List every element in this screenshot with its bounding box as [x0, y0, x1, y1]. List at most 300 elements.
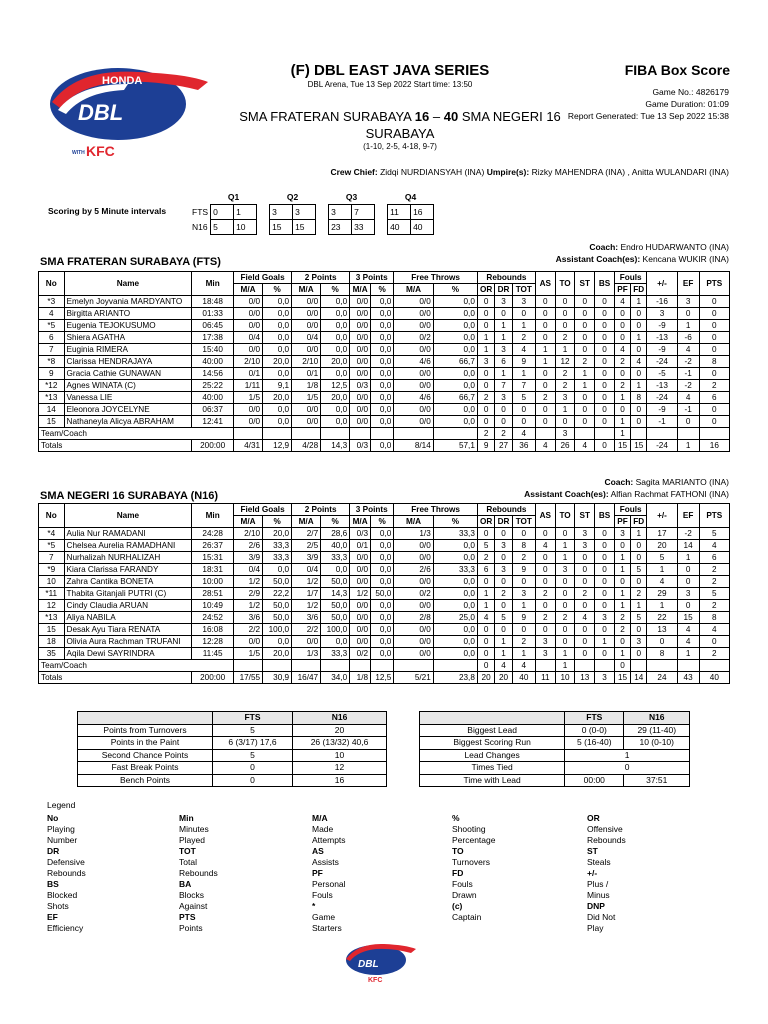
stat-cell: 0	[477, 308, 494, 320]
stat-cell: 0	[699, 416, 729, 428]
stat-cell: 15	[614, 440, 630, 452]
n16-value: 37:51	[624, 774, 690, 787]
stat-cell: 4	[631, 356, 647, 368]
stat-cell: 12:41	[192, 416, 234, 428]
home-team: SMA FRATERAN SURABAYA	[239, 109, 412, 124]
stat-cell: 0,0	[371, 564, 394, 576]
stat-cell: 4	[647, 576, 677, 588]
stat-cell: 0,0	[371, 576, 394, 588]
stat-cell: 33,3	[263, 552, 292, 564]
stat-cell: 2	[555, 612, 575, 624]
stat-cell: 0	[631, 648, 647, 660]
legend-desc: Minutes Played	[179, 824, 209, 845]
stat-cell: 0	[595, 404, 615, 416]
subcol-ma: M/A	[350, 516, 371, 528]
stat-cell: 4	[575, 440, 595, 452]
stat-cell: 1	[631, 600, 647, 612]
stat-cell: 13	[575, 672, 595, 684]
stat-cell: -9	[647, 344, 677, 356]
stat-cell	[263, 660, 292, 672]
legend-abbr: +/-	[587, 868, 598, 878]
stat-cell: *4	[39, 528, 65, 540]
stat-cell: 20	[647, 540, 677, 552]
stat-cell: 0	[477, 576, 494, 588]
interval-value: 33	[352, 220, 375, 235]
stat-cell: 0	[555, 636, 575, 648]
stat-cell: 0,0	[371, 320, 394, 332]
stat-cell: -24	[647, 440, 677, 452]
stat-cell: -1	[677, 404, 699, 416]
stat-cell: 0,0	[433, 404, 477, 416]
stat-cell: 3	[595, 612, 615, 624]
legend-item	[179, 879, 218, 912]
stat-cell: 0	[495, 528, 512, 540]
legend-desc: Turnovers	[452, 857, 490, 867]
stat-cell: 0,0	[263, 308, 292, 320]
comparison-row	[78, 724, 690, 737]
stat-cell: 0	[535, 320, 555, 332]
player-name: Eleonora JOYCELYNE	[64, 404, 192, 416]
team-coach-label: Team/Coach	[39, 660, 234, 672]
stat-cell: 4	[477, 612, 494, 624]
stat-cell: 50,0	[371, 588, 394, 600]
stat-cell: 2/8	[394, 612, 433, 624]
legend-item	[47, 846, 86, 879]
footer-logo	[338, 940, 428, 985]
legend-item	[587, 901, 626, 934]
stat-cell: 0/0	[350, 636, 371, 648]
stat-cell: 0	[631, 320, 647, 332]
stat-cell: 40:00	[192, 392, 234, 404]
team-coach-row	[39, 660, 730, 672]
stat-cell: 5	[495, 612, 512, 624]
legend-desc: Efficiency	[47, 923, 84, 933]
stat-cell: 24:28	[192, 528, 234, 540]
interval-value: 40	[388, 220, 411, 235]
stat-cell: 2	[614, 612, 630, 624]
stat-cell: 0,0	[371, 404, 394, 416]
stat-cell: 2	[495, 588, 512, 600]
legend-desc: Did Not Play	[587, 912, 616, 933]
col-free-throws: Free Throws	[394, 272, 478, 284]
legend-item	[179, 912, 218, 934]
away-team: SMA NEGERI 16 SURABAYA	[365, 109, 561, 141]
stat-cell: 2/6	[234, 540, 263, 552]
stat-cell: 1	[614, 552, 630, 564]
team1-boxscore-table	[38, 271, 730, 452]
stat-cell: 33,3	[263, 540, 292, 552]
player-row	[39, 296, 730, 308]
stat-cell: 0	[555, 576, 575, 588]
stat-cell: 0	[595, 528, 615, 540]
legend-abbr: BS	[47, 879, 59, 889]
legend-abbr: TO	[452, 846, 464, 856]
stat-cell: 16:08	[192, 624, 234, 636]
fts-value: 5	[213, 749, 293, 762]
stat-cell: 0	[595, 540, 615, 552]
player-row	[39, 344, 730, 356]
stat-cell: 4	[575, 612, 595, 624]
stat-cell: 1/11	[234, 380, 263, 392]
stat-cell: 33,3	[433, 564, 477, 576]
stat-cell: 2/5	[292, 540, 321, 552]
stat-cell: 200:00	[192, 672, 234, 684]
stat-cell: 0	[699, 320, 729, 332]
subcol-pct: %	[263, 516, 292, 528]
legend-desc: Offensive Rebounds	[587, 824, 626, 845]
stat-cell: 29	[647, 588, 677, 600]
stat-cell: 0/0	[350, 320, 371, 332]
player-row	[39, 380, 730, 392]
col-st: ST	[575, 272, 595, 296]
stat-cell	[535, 428, 555, 440]
stat-cell: 1	[631, 380, 647, 392]
matchup	[230, 108, 570, 142]
stat-cell: 0/4	[234, 564, 263, 576]
legend-item	[452, 901, 495, 923]
stat-cell: 0,0	[371, 380, 394, 392]
stat-cell: 0/0	[292, 344, 321, 356]
stat-cell: 0,0	[371, 552, 394, 564]
stat-cell: 10:00	[192, 576, 234, 588]
totals-row	[39, 440, 730, 452]
stat-cell: 0	[631, 576, 647, 588]
stat-cell: 0	[595, 600, 615, 612]
legend-title: Legend	[47, 800, 76, 810]
stat-cell: 2	[631, 588, 647, 600]
stat-cell: 8	[699, 356, 729, 368]
col-to: TO	[555, 504, 575, 528]
stat-cell: 0	[631, 368, 647, 380]
stat-cell: 22,2	[263, 588, 292, 600]
stat-cell: 1/2	[234, 600, 263, 612]
stat-cell	[631, 428, 647, 440]
legend-desc: Plus / Minus	[587, 879, 610, 900]
fts-value: 5	[213, 724, 293, 737]
player-name: Desak Ayu Tiara RENATA	[64, 624, 192, 636]
stat-cell: 2	[699, 576, 729, 588]
stat-cell: 0	[495, 552, 512, 564]
stat-cell: 2	[535, 612, 555, 624]
stat-cell: 14	[631, 672, 647, 684]
stat-cell: 0	[477, 404, 494, 416]
stat-cell: 0	[595, 356, 615, 368]
stat-cell: 4/6	[394, 392, 433, 404]
stat-cell: *8	[39, 356, 65, 368]
legend-desc: Made Attempts	[312, 824, 346, 845]
stat-cell: -24	[647, 356, 677, 368]
stat-cell: 2/10	[234, 528, 263, 540]
stat-cell: 0,0	[371, 636, 394, 648]
stat-cell: 2	[512, 636, 535, 648]
stat-cell: 2/2	[234, 624, 263, 636]
stat-cell	[371, 660, 394, 672]
col-min: Min	[192, 272, 234, 296]
competition-title: (F) DBL EAST JAVA SERIES	[290, 62, 490, 79]
stat-cell: 0/0	[350, 564, 371, 576]
col-field-goals: Field Goals	[234, 272, 292, 284]
stat-cell: 1	[595, 636, 615, 648]
totals-label: Totals	[39, 672, 192, 684]
subcol-ma: M/A	[234, 284, 263, 296]
stat-cell: 0,0	[433, 588, 477, 600]
umpires-label: Umpire(s):	[486, 167, 530, 177]
stat-cell: 5	[647, 552, 677, 564]
stat-cell: -2	[677, 356, 699, 368]
stat-cell: 0/1	[292, 368, 321, 380]
stat-cell	[292, 428, 321, 440]
legend-item	[312, 813, 346, 846]
legend-abbr: AS	[312, 846, 324, 856]
stat-cell: 0,0	[371, 612, 394, 624]
stat-cell: 0/0	[394, 416, 433, 428]
stat-cell: 0	[595, 440, 615, 452]
stat-cell: 0	[495, 416, 512, 428]
player-name: Eugenia TEJOKUSUMO	[64, 320, 192, 332]
stat-cell: 0,0	[321, 332, 350, 344]
comparison-row	[78, 762, 690, 775]
stat-cell: 0/0	[234, 416, 263, 428]
stat-cell: 3/9	[234, 552, 263, 564]
stat-cell: 2	[555, 368, 575, 380]
stat-cell: 1	[555, 404, 575, 416]
stat-cell: 0	[555, 588, 575, 600]
stat-cell: -9	[647, 320, 677, 332]
stat-cell: 0,0	[321, 308, 350, 320]
stat-cell: 0	[575, 392, 595, 404]
player-name: Nurhalizah NURHALIZAH	[64, 552, 192, 564]
legend-desc: Personal Fouls	[312, 879, 346, 900]
col-rebounds: Rebounds	[477, 504, 535, 516]
legend-item	[47, 879, 86, 912]
legend-item	[587, 846, 626, 868]
stat-cell: 20	[495, 672, 512, 684]
player-row	[39, 540, 730, 552]
q3-header: Q3	[345, 192, 358, 202]
stat-cell: 0	[555, 320, 575, 332]
n16-value: 10	[292, 749, 386, 762]
stat-cell: 0	[614, 660, 630, 672]
player-name: Olivia Aura Rachman TRUFANI	[64, 636, 192, 648]
stat-cell: 0/0	[394, 540, 433, 552]
n16-value: 16	[292, 774, 386, 787]
stat-cell: -13	[647, 380, 677, 392]
player-name: Birgitta ARIANTO	[64, 308, 192, 320]
stat-cell: 20,0	[263, 392, 292, 404]
stat-label: Points from Turnovers	[78, 724, 213, 737]
logo-product: DBL	[78, 100, 124, 125]
legend-abbr: BA	[179, 879, 192, 889]
stat-cell: 0/0	[394, 320, 433, 332]
legend-abbr: (c)	[452, 901, 463, 911]
stat-cell: 0	[595, 552, 615, 564]
stat-cell: 1/5	[292, 392, 321, 404]
stat-cell: 0/0	[394, 344, 433, 356]
stat-cell: 18:48	[192, 296, 234, 308]
legend-abbr: *	[312, 901, 316, 911]
stat-cell	[677, 660, 699, 672]
col-fouls: Fouls	[614, 272, 647, 284]
team1-name: SMA FRATERAN SURABAYA (FTS)	[40, 256, 221, 268]
interval-value: 10	[234, 220, 257, 235]
stat-cell: *11	[39, 588, 65, 600]
stat-cell: 0	[575, 600, 595, 612]
stat-cell: 0,0	[263, 636, 292, 648]
stat-cell: 0	[699, 308, 729, 320]
stat-cell: 6	[699, 392, 729, 404]
stat-cell: 0	[495, 404, 512, 416]
stat-cell	[575, 660, 595, 672]
team-code: N16	[192, 222, 208, 232]
stat-cell: 2/7	[292, 528, 321, 540]
stat-cell: 2	[614, 624, 630, 636]
interval-value: 7	[352, 205, 375, 220]
stat-cell: 9	[512, 356, 535, 368]
stat-cell: 9,1	[263, 380, 292, 392]
stat-cell: 20,0	[263, 528, 292, 540]
stat-cell: 2/10	[234, 356, 263, 368]
stat-cell: -24	[647, 392, 677, 404]
col-pm: +/-	[647, 504, 677, 528]
stat-cell: 2	[495, 428, 512, 440]
stat-cell: 4	[512, 660, 535, 672]
stat-cell: 8	[699, 612, 729, 624]
blank-header	[78, 712, 213, 725]
stat-cell: 57,1	[433, 440, 477, 452]
col-ef: EF	[677, 272, 699, 296]
stat-cell: 0/0	[292, 308, 321, 320]
player-name: Nathaneyla Alicya ABRAHAM	[64, 416, 192, 428]
subcol-fd: FD	[631, 284, 647, 296]
stat-cell: 35	[39, 648, 65, 660]
legend-column	[587, 813, 626, 934]
stat-cell: -2	[677, 380, 699, 392]
stat-cell: 0	[677, 564, 699, 576]
stat-cell: 1	[614, 416, 630, 428]
legend-abbr: PF	[312, 868, 323, 878]
fts-value: 5 (16-40)	[565, 737, 624, 750]
subcol-pct: %	[371, 516, 394, 528]
player-row	[39, 576, 730, 588]
stat-cell: 10	[555, 672, 575, 684]
stat-cell: 0	[699, 332, 729, 344]
stat-cell: 0/0	[350, 368, 371, 380]
stat-cell: 1	[631, 296, 647, 308]
away-score: 40	[443, 109, 459, 124]
stat-cell: 1	[677, 320, 699, 332]
stat-cell: 0	[614, 308, 630, 320]
col-fouls: Fouls	[614, 504, 647, 516]
stat-cell: 0	[699, 296, 729, 308]
legend-abbr: EF	[47, 912, 58, 922]
legend-abbr: OR	[587, 813, 600, 823]
stat-label: Second Chance Points	[78, 749, 213, 762]
legend-abbr: PTS	[179, 912, 196, 922]
player-row	[39, 588, 730, 600]
stat-cell	[433, 660, 477, 672]
stat-cell: 0,0	[321, 404, 350, 416]
stat-cell: 0/0	[394, 636, 433, 648]
stat-cell: 0/0	[350, 404, 371, 416]
stat-cell: 2	[699, 564, 729, 576]
stat-cell: 0	[575, 576, 595, 588]
stat-cell: 20,0	[263, 648, 292, 660]
stat-cell: 0	[614, 576, 630, 588]
stat-cell: 0,0	[321, 564, 350, 576]
legend-item	[587, 813, 626, 846]
stat-cell: 3	[575, 528, 595, 540]
totals-row	[39, 672, 730, 684]
game-duration: Game Duration: 01:09	[645, 99, 729, 109]
stat-cell: 1	[555, 648, 575, 660]
stat-cell: 0,0	[433, 296, 477, 308]
stat-cell: 1	[495, 368, 512, 380]
footer-logo-sponsor: KFC	[368, 977, 383, 984]
stat-cell: 0	[699, 404, 729, 416]
col-as: AS	[535, 504, 555, 528]
col-no: No	[39, 504, 65, 528]
venue-line: DBL Arena, Tue 13 Sep 2022 Start time: 13:50	[307, 80, 473, 89]
stat-cell: 7	[39, 344, 65, 356]
stat-cell: 0,0	[263, 564, 292, 576]
stat-cell: 0,0	[433, 624, 477, 636]
stat-cell: 1	[677, 648, 699, 660]
stat-cell: 3	[535, 636, 555, 648]
legend-column	[179, 813, 218, 934]
stat-cell: 1	[614, 564, 630, 576]
interval-value: 16	[411, 205, 434, 220]
stat-cell	[699, 660, 729, 672]
stat-cell: 33,3	[321, 648, 350, 660]
stat-cell: 7	[495, 380, 512, 392]
stat-cell: 8	[631, 392, 647, 404]
stat-cell: 4	[614, 296, 630, 308]
stat-cell: 5	[477, 540, 494, 552]
stat-cell: 34,0	[321, 672, 350, 684]
player-row	[39, 612, 730, 624]
stat-cell: 0,0	[371, 308, 394, 320]
scoring-intervals-label: Scoring by 5 Minute intervals	[48, 206, 167, 216]
stat-cell: 0,0	[321, 368, 350, 380]
stat-cell: 2	[699, 648, 729, 660]
stat-cell: 0	[575, 344, 595, 356]
stat-cell: 0,0	[263, 368, 292, 380]
stat-cell: 1	[614, 600, 630, 612]
stat-cell: 0,0	[321, 320, 350, 332]
stat-cell: 17	[647, 528, 677, 540]
stat-cell: 18	[39, 636, 65, 648]
stat-cell: 1	[614, 428, 630, 440]
stat-cell: 9	[512, 612, 535, 624]
stat-cell: 1/3	[292, 648, 321, 660]
stat-cell: 0	[535, 380, 555, 392]
stat-cell: 0/2	[394, 332, 433, 344]
q2-header: Q2	[286, 192, 299, 202]
stat-cell: 28:51	[192, 588, 234, 600]
stat-cell: 0/0	[394, 552, 433, 564]
stat-cell: 0	[477, 636, 494, 648]
player-name: Emelyn Joyvania MARDYANTO	[64, 296, 192, 308]
col-bs: BS	[595, 504, 615, 528]
subcol-fd: FD	[631, 516, 647, 528]
stat-cell: -6	[677, 332, 699, 344]
stat-cell: 3	[677, 588, 699, 600]
stat-cell: 3	[555, 428, 575, 440]
stat-cell: 7	[512, 380, 535, 392]
stat-label: Biggest Scoring Run	[420, 737, 565, 750]
stat-cell: 15:40	[192, 344, 234, 356]
stat-cell: 0	[535, 308, 555, 320]
